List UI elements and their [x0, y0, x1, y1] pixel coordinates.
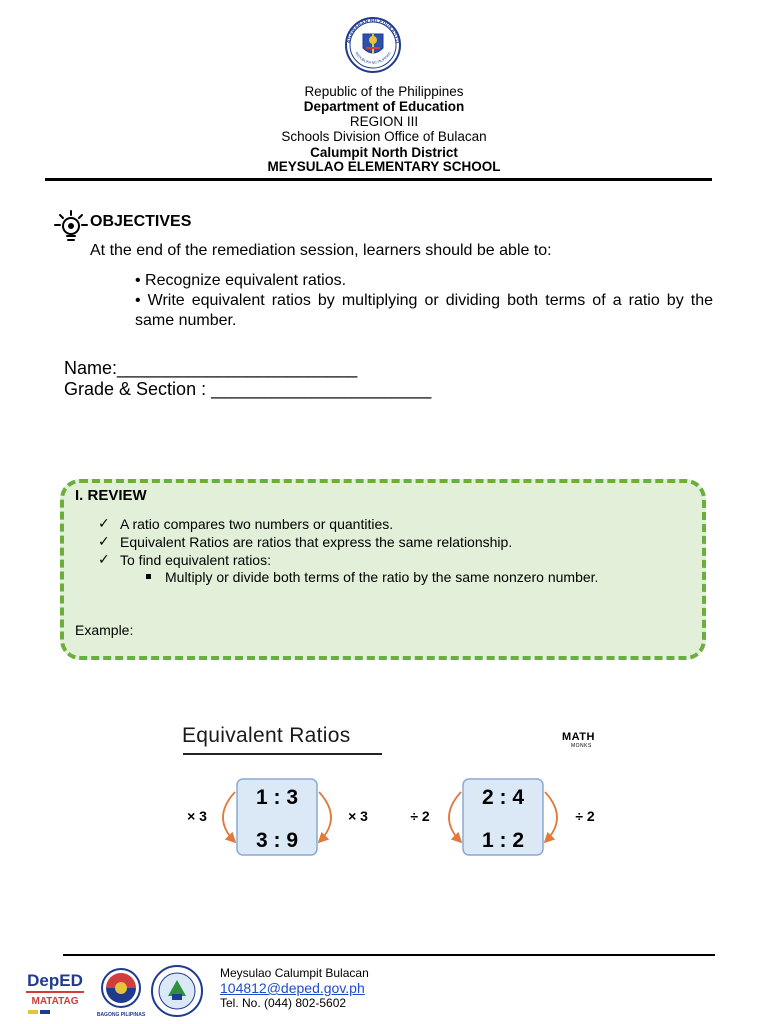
review-bullet: To find equivalent ratios: [120, 552, 271, 568]
lightbulb-icon [54, 210, 88, 242]
header-division: Schools Division Office of Bulacan [281, 129, 487, 144]
mathmonks-logo-sub: MONKS [571, 743, 592, 749]
footer-email-link[interactable]: 104812@deped.gov.ph [220, 980, 365, 996]
figure-title-underline [183, 753, 382, 755]
deped-logo-text: DepED [27, 971, 83, 990]
equivalent-ratios-diagram [175, 770, 605, 870]
matatag-logo-text: MATATAG [31, 996, 79, 1007]
seal-text-top: AGAWARAN NG EDUKASYO [346, 17, 400, 44]
checkmark-icon: ✓ [98, 551, 110, 567]
objective-item: • Write equivalent ratios by multiplying or dividing both terms of a ratio by the same number. [135, 292, 713, 329]
grade-section-field[interactable]: Grade & Section : ______________________ [64, 379, 432, 399]
header-divider [45, 178, 712, 181]
deped-seal-icon [336, 14, 410, 74]
objectives-intro: At the end of the remediation session, learners should be able to: [90, 242, 552, 259]
footer-telephone: Tel. No. (044) 802-5602 [220, 996, 347, 1010]
ratio-right-top: 2 : 4 [481, 786, 525, 809]
review-bullet: Equivalent Ratios are ratios that express the same relationship. [120, 534, 513, 550]
bagong-pilipinas-text: BAGONG PILIPINAS [96, 1012, 146, 1018]
checkmark-icon: ✓ [98, 533, 110, 549]
footer-address: Meysulao Calumpit Bulacan [220, 966, 369, 980]
ratio-right-bottom: 1 : 2 [481, 829, 525, 852]
objectives-title: OBJECTIVES [90, 213, 192, 230]
example-label: Example: [75, 622, 134, 638]
arrow-left-right [319, 792, 331, 842]
checkmark-icon: ✓ [98, 515, 110, 531]
objective-item: • Recognize equivalent ratios. [135, 272, 347, 289]
square-bullet-icon [146, 574, 151, 579]
arrow-left-left [223, 792, 235, 842]
op-left-right: × 3 [348, 808, 368, 824]
op-left-left: × 3 [187, 808, 207, 824]
ratio-left-bottom: 3 : 9 [255, 829, 299, 852]
review-bullet: A ratio compares two numbers or quantities. [120, 516, 394, 532]
school-seal-icon [150, 964, 204, 1018]
op-right-right: ÷ 2 [575, 808, 595, 824]
arrow-right-left [449, 792, 461, 842]
name-field[interactable]: Name:________________________ [64, 358, 358, 378]
header-school-name: MEYSULAO ELEMENTARY SCHOOL [267, 159, 501, 174]
review-title: I. REVIEW [75, 487, 147, 504]
review-sub-bullet: Multiply or divide both terms of the ratio by the same nonzero number. [165, 569, 599, 585]
header-district: Calumpit North District [310, 145, 458, 160]
deped-matatag-logo [22, 966, 88, 1018]
op-right-left: ÷ 2 [410, 808, 430, 824]
ratio-left-top: 1 : 3 [255, 786, 299, 809]
seal-text-bottom: REPUBLIKA NG PILIPINAS [354, 51, 392, 65]
arrow-right-right [545, 792, 557, 842]
bagong-pilipinas-logo [94, 966, 148, 1018]
header-region: REGION III [349, 114, 419, 129]
mathmonks-logo: MATH [562, 731, 595, 743]
footer-divider [63, 954, 715, 956]
header-department: Department of Education [303, 99, 465, 114]
header-republic: Republic of the Philippines [304, 84, 464, 99]
figure-title: Equivalent Ratios [182, 724, 351, 747]
